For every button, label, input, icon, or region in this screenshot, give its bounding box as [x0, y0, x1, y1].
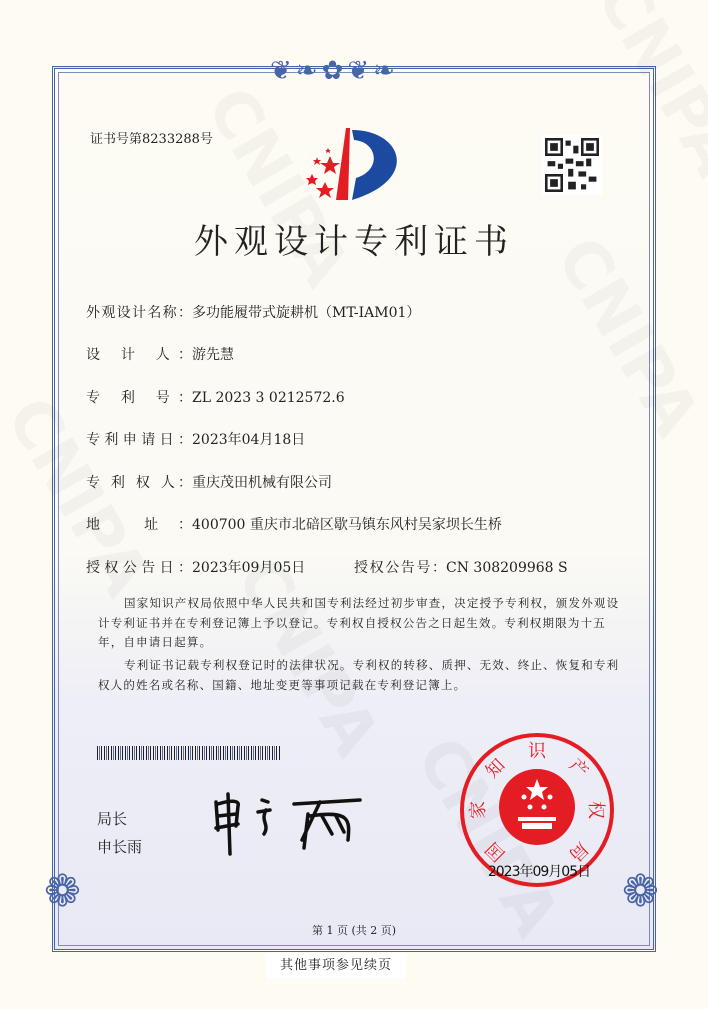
field-design-name	[86, 302, 420, 322]
corner-ornament-icon: ❁	[622, 866, 659, 917]
field-patentee	[86, 472, 332, 492]
field-label: 授权公告日：	[86, 560, 192, 576]
field-designer	[86, 344, 234, 364]
statement-paragraph: 国家知识产权局依照中华人民共和国专利法经过初步审查，决定授予专利权，颁发外观设计专利证书并在专利登记簿上予以登记。专利权自授权公告之日起生效。专利权期限为十五年，自申请日起算。	[98, 596, 620, 649]
field-label: 地 址：	[86, 517, 192, 533]
seal-char: 知	[481, 754, 510, 783]
field-application-date	[86, 429, 305, 449]
page-title: 外观设计专利证书	[194, 222, 514, 262]
field-value: 400700 重庆市北碚区歇马镇东风村吴家坝长生桥	[192, 517, 502, 533]
handwritten-signature	[210, 790, 370, 860]
signatory-name: 申长雨	[97, 838, 143, 856]
seal-char: 权	[585, 801, 606, 819]
certificate-number: 证书号第8233288号	[90, 132, 213, 147]
signatory-title: 局长	[97, 810, 128, 828]
field-value: 多功能履带式旋耕机（MT-IAM01）	[192, 305, 421, 321]
seal-char: 识	[528, 741, 546, 762]
field-patent-number	[86, 387, 345, 407]
seal-date: 2023年09月05日	[487, 864, 591, 880]
field-label: 专 利 权 人：	[86, 475, 192, 491]
field-address	[86, 514, 502, 534]
barcode	[97, 746, 280, 760]
top-ornament-icon: ❦❧✿❦❧	[270, 56, 399, 86]
field-value: CN 308209968 S	[446, 560, 568, 576]
seal-char: 产	[564, 754, 593, 783]
field-value: 游先慧	[192, 347, 234, 363]
continuation-note: 其他事项参见续页	[266, 953, 406, 979]
seal-char: 家	[468, 801, 489, 819]
field-grant-publication-number	[354, 557, 568, 577]
seal-char: 国	[481, 837, 510, 866]
field-label: 外观设计名称：	[86, 305, 192, 321]
qr-code	[542, 135, 602, 195]
seal-char: 局	[564, 837, 593, 866]
corner-ornament-icon: ❁	[44, 866, 81, 917]
field-value: 2023年09月05日	[192, 560, 306, 576]
cnipa-logo-icon	[300, 126, 410, 202]
field-value: 2023年04月18日	[192, 432, 306, 448]
statement-paragraph: 专利证书记载专利权登记时的法律状况。专利权的转移、质押、无效、终止、恢复和专利权人的姓名或名称、国籍、地址变更等事项记载在专利登记簿上。	[98, 658, 620, 692]
field-label: 授权公告号：	[354, 560, 446, 576]
field-value: 重庆茂田机械有限公司	[192, 475, 332, 491]
field-grant-date	[86, 557, 305, 577]
field-label: 专利申请日：	[86, 432, 192, 448]
field-value: ZL 2023 3 0212572.6	[192, 390, 345, 406]
field-label: 专 利 号：	[86, 390, 192, 406]
page-indicator: 第 1 页 (共 2 页)	[311, 924, 397, 937]
field-label: 设 计 人：	[86, 347, 192, 363]
